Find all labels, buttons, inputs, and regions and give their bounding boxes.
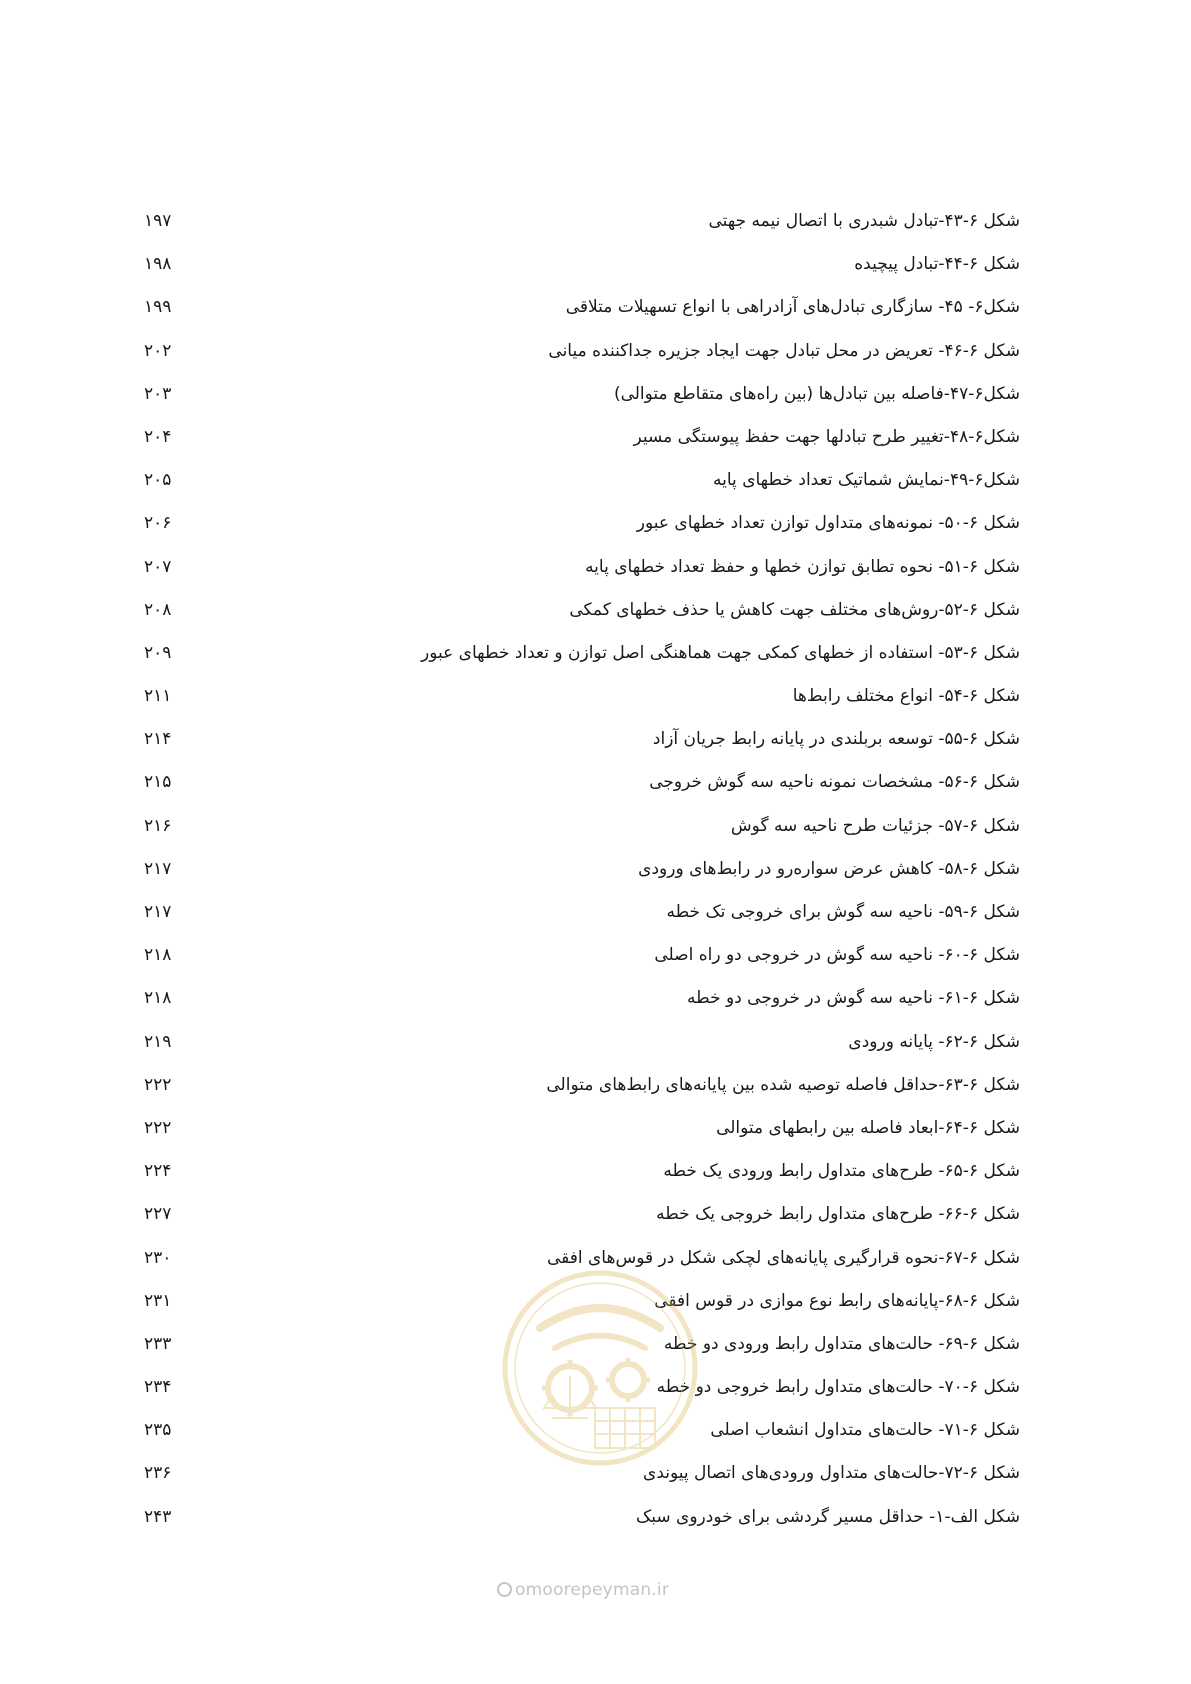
entry-page-number: ۲۰۲ [144,340,172,361]
toc-row [130,1247,1020,1290]
toc-row [130,1419,1020,1462]
entry-title: شکل۶-۴۹-نمایش شماتیک تعداد خطهای پایه [713,470,1020,491]
toc-row [130,1203,1020,1246]
entry-page-number: ۲۱۹ [144,1031,172,1052]
toc-row [130,253,1020,296]
entry-title: شکل۶-۴۷-فاصله بین تبادل‌ها (بین راه‌های متقاطع متوالی) [613,383,1020,404]
entry-title: شکل ۶-۶۰- ناحیه سه گوش در خروجی دو راه اصلی [654,945,1020,966]
entry-title: شکل ۶-۷۰- حالت‌های متداول رابط خروجی دو خطه [656,1377,1020,1398]
entry-title: شکل ۶-۵۷- جزئیات طرح ناحیه سه گوش [730,815,1020,836]
watermark-site [497,1580,669,1600]
entry-page-number: ۲۴۳ [144,1506,172,1527]
toc-row [130,987,1020,1030]
entry-title: شکل ۶-۵۳- استفاده از خطهای کمکی جهت هماهنگی اصل توازن و تعداد خطهای عبور [420,642,1020,663]
entry-page-number: ۱۹۸ [144,254,172,275]
entry-title: شکل الف-۱- حداقل مسیر گردشی برای خودروی سبک [636,1506,1020,1527]
entry-page-number: ۲۱۸ [144,945,172,966]
entry-page-number: ۲۰۹ [144,642,172,663]
toc-row [130,944,1020,987]
toc-row [130,512,1020,555]
entry-page-number: ۲۳۶ [144,1463,172,1484]
toc-row [130,858,1020,901]
toc-row [130,383,1020,426]
entry-title: شکل ۶-۴۶- تعریض در محل تبادل جهت ایجاد جزیره جداکننده میانی [548,340,1020,361]
entry-title: شکل ۶-۶۱- ناحیه سه گوش در خروجی دو خطه [687,988,1020,1009]
entry-title: شکل ۶-۶۷-نحوه قرارگیری پایانه‌های لچکی شکل در قوس‌های افقی [546,1247,1020,1268]
entry-title: شکل ۶-۶۳-حداقل فاصله توصیه شده بین پایانه‌های رابط‌های متوالی [546,1074,1020,1095]
toc-row [130,340,1020,383]
entry-page-number: ۲۱۵ [144,772,172,793]
toc-row [130,1117,1020,1160]
entry-title: شکل ۶-۶۹- حالت‌های متداول رابط ورودی دو خطه [663,1333,1020,1354]
toc-row [130,1462,1020,1505]
entry-title: شکل ۶-۵۴- انواع مختلف رابط‌ها [792,686,1020,707]
entry-page-number: ۲۳۳ [144,1333,172,1354]
toc-row [130,1506,1020,1549]
entry-page-number: ۲۰۳ [144,383,172,404]
entry-title: شکل ۶-۵۶- مشخصات نمونه ناحیه سه گوش خروجی [649,772,1020,793]
entry-page-number: ۲۱۱ [144,686,172,707]
entry-title: شکل ۶-۶۲- پایانه ورودی [848,1031,1020,1052]
entry-title: شکل۶- ۴۵- سازگاری تبادل‌های آزادراهی با انواع تسهیلات متلاقی [565,297,1020,318]
toc-row [130,685,1020,728]
toc-row [130,815,1020,858]
entry-page-number: ۲۲۷ [144,1204,172,1225]
entry-title: شکل ۶-۵۵- توسعه بربلندی در پایانه رابط جریان آزاد [652,729,1020,750]
toc-row [130,1376,1020,1419]
watermark-site-text: omoorepeyman.ir [515,1580,670,1600]
toc-row [130,1160,1020,1203]
entry-title: شکل ۶-۴۳-تبادل شبدری با اتصال نیمه جهتی [708,211,1020,231]
toc-row [130,556,1020,599]
entry-page-number: ۲۲۲ [144,1117,172,1138]
entry-title: شکل ۶-۶۸-پایانه‌های رابط نوع موازی در قوس افقی [654,1290,1020,1311]
entry-page-number: ۲۳۴ [144,1377,172,1398]
toc-row [130,426,1020,469]
entry-title: شکل ۶-۵۹- ناحیه سه گوش برای خروجی تک خطه [666,902,1020,922]
entry-page-number: ۲۰۶ [144,513,172,534]
toc-row [130,642,1020,685]
entry-title: شکل ۶-۵۲-روش‌های مختلف جهت کاهش یا حذف خطهای کمکی [569,599,1020,620]
entry-page-number: ۲۰۸ [144,599,172,620]
toc-row [130,469,1020,512]
entry-page-number: ۲۱۴ [144,729,172,750]
entry-title: شکل ۶-۶۵- طرح‌های متداول رابط ورودی یک خطه [663,1161,1020,1182]
at-sign-icon [497,1582,512,1597]
entry-title: شکل ۶-۵۱- نحوه تطابق توازن خطها و حفظ تعداد خطهای پایه [585,556,1020,577]
entry-page-number: ۲۲۲ [144,1074,172,1095]
toc-row [130,1333,1020,1376]
entry-page-number: ۲۱۷ [144,902,172,922]
entry-title: شکل ۶-۷۲-حالت‌های متداول ورودی‌های اتصال پیوندی [643,1463,1020,1484]
entry-title: شکل ۶-۶۴-ابعاد فاصله بین رابطهای متوالی [716,1117,1020,1138]
entry-page-number: ۲۳۵ [144,1420,172,1441]
toc-row [130,210,1020,253]
toc-row [130,901,1020,944]
entry-title: شکل ۶-۷۱- حالت‌های متداول انشعاب اصلی [710,1420,1020,1441]
entry-title: شکل۶-۴۸-تغییر طرح تبادلها جهت حفظ پیوستگی مسیر [633,426,1020,447]
toc-row [130,1031,1020,1074]
table-of-figures [130,210,1020,1549]
entry-page-number: ۲۱۷ [144,858,172,879]
toc-row [130,599,1020,642]
entry-page-number: ۲۱۸ [144,988,172,1009]
entry-page-number: ۲۰۷ [144,556,172,577]
entry-title: شکل ۶-۶۶- طرح‌های متداول رابط خروجی یک خطه [656,1204,1020,1225]
toc-row [130,1290,1020,1333]
entry-page-number: ۱۹۹ [144,297,172,318]
entry-title: شکل ۶-۵۸- کاهش عرض سواره‌رو در رابط‌های ورودی [638,858,1020,879]
toc-row [130,771,1020,814]
entry-page-number: ۲۳۰ [144,1247,172,1268]
entry-page-number: ۲۰۴ [144,426,172,447]
entry-page-number: ۲۲۴ [144,1161,172,1182]
entry-page-number: ۲۱۶ [144,815,172,836]
toc-row [130,728,1020,771]
toc-row [130,296,1020,339]
entry-page-number: ۱۹۷ [144,211,172,231]
entry-page-number: ۲۳۱ [144,1290,172,1311]
entry-title: شکل ۶-۵۰- نمونه‌های متداول توازن تعداد خطهای عبور [636,513,1020,534]
entry-page-number: ۲۰۵ [144,470,172,491]
entry-title: شکل ۶-۴۴-تبادل پیچیده [854,254,1020,275]
toc-row [130,1074,1020,1117]
